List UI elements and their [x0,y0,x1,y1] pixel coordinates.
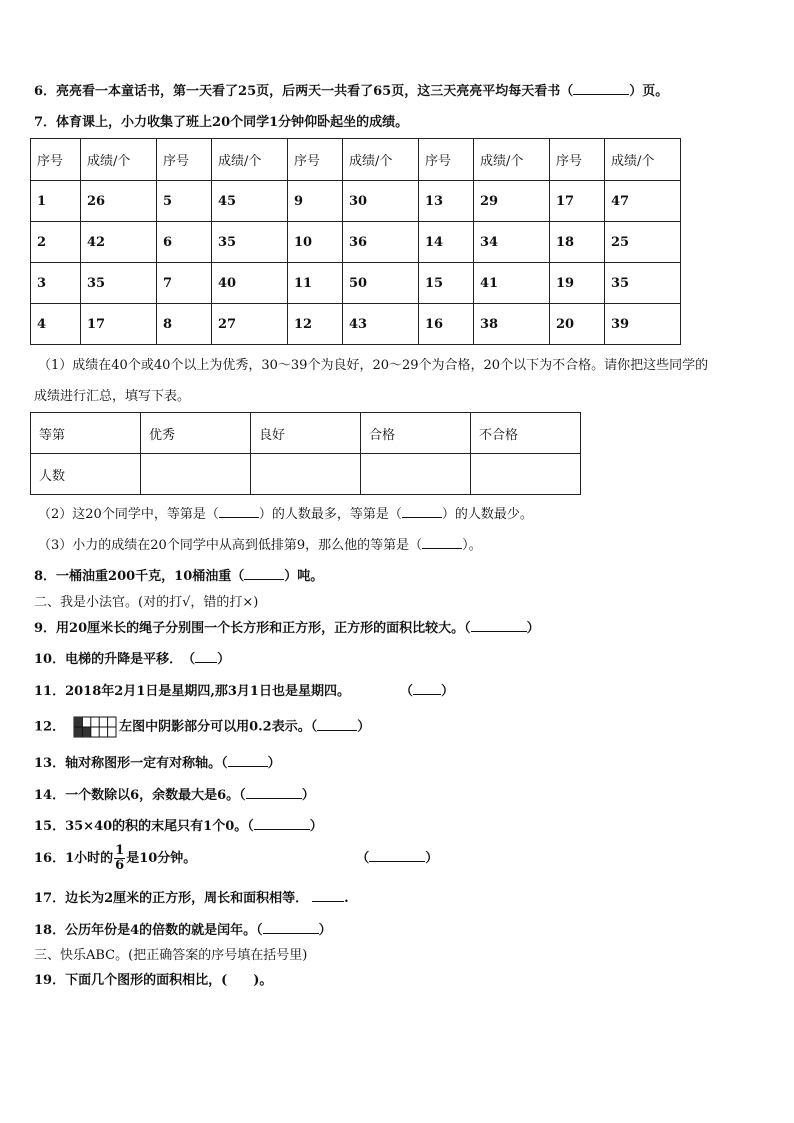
table-cell: 1 [31,181,81,222]
table-cell: 27 [212,304,288,345]
table-cell: 3 [31,263,81,304]
table-header-cell: 成绩/个 [212,139,288,181]
question-17: 17．边长为2厘米的正方形，周长和面积相等． . [34,891,349,906]
question-16: 16．1小时的 $\frac{1}{6}$ 是10分钟。 （ ） [34,843,439,873]
grade-header-cell: 等第 [31,413,141,454]
table-cell: 5 [157,181,212,222]
question-19: 19．下面几个图形的面积相比，( )。 [34,973,273,988]
table-cell: 9 [288,181,343,222]
grade-count-input-cell[interactable] [471,454,581,495]
answer-blank[interactable] [422,536,462,549]
question-11: 11．2018年2月1日是星期四,那3月1日也是星期四。 （ ） [34,684,455,699]
answer-blank[interactable] [228,754,268,767]
table-cell: 11 [288,263,343,304]
table-cell: 12 [288,304,343,345]
table-cell: 14 [419,222,474,263]
table-cell: 35 [212,222,288,263]
grade-header-cell: 优秀 [141,413,251,454]
table-cell: 34 [474,222,550,263]
table-row [31,181,681,222]
question-9: 9．用20厘米长的绳子分别围一个长方形和正方形，正方形的面积比较大。（ ） [34,621,540,636]
grade-row-label: 人数 [31,454,141,495]
shaded-grid-icon [73,716,117,738]
section-2-heading: 二、我是小法官。(对的打√，错的打×) [34,595,259,610]
question-18: 18．公历年份是4的倍数的就是闰年。（ ） [34,923,332,938]
table-cell: 30 [343,181,419,222]
answer-blank[interactable] [471,619,527,632]
answer-blank[interactable] [254,817,310,830]
table-row [31,263,681,304]
table-cell: 41 [474,263,550,304]
table-header-cell: 成绩/个 [474,139,550,181]
table-cell: 10 [288,222,343,263]
table-header-cell: 序号 [288,139,343,181]
question-6: 6．亮亮看一本童话书，第一天看了25页，后两天一共看了65页，这三天亮亮平均每天看书（ ）页。 [34,84,669,99]
answer-blank[interactable] [195,650,217,663]
table-cell: 38 [474,304,550,345]
grade-count-input-cell[interactable] [141,454,251,495]
grade-header-cell: 良好 [251,413,361,454]
question-8: 8．一桶油重200千克，10桶油重（ ）吨。 [34,569,324,584]
situp-score-table [30,138,681,345]
grade-header-cell: 合格 [361,413,471,454]
answer-blank[interactable] [312,889,344,902]
question-15: 15．35×40的积的末尾只有1个0。（ ） [34,819,323,834]
answer-blank[interactable] [573,82,629,95]
grade-header-cell: 不合格 [471,413,581,454]
table-row [31,222,681,263]
section-3-heading: 三、快乐ABC。(把正确答案的序号填在括号里) [34,948,308,963]
table-header-cell: 成绩/个 [343,139,419,181]
table-cell: 29 [474,181,550,222]
question-7-part1-line2: 成绩进行汇总，填写下表。 [34,389,191,404]
table-header-cell: 成绩/个 [81,139,157,181]
table-header-cell: 序号 [550,139,605,181]
table-cell: 18 [550,222,605,263]
table-cell: 20 [550,304,605,345]
question-10: 10．电梯的升降是平移． （ ） [34,652,231,667]
grade-count-input-cell[interactable] [361,454,471,495]
answer-blank[interactable] [246,786,302,799]
table-cell: 2 [31,222,81,263]
table-cell: 8 [157,304,212,345]
question-14: 14．一个数除以6，余数最大是6。（ ） [34,788,315,803]
table-cell: 36 [343,222,419,263]
answer-blank[interactable] [263,921,319,934]
fraction-one-sixth: $\frac{1}{6}$ [115,843,125,873]
question-7-part2: （2）这20个同学中，等第是（ ）的人数最多，等第是（ ）的人数最少。 [38,507,533,522]
table-header-cell: 序号 [157,139,212,181]
table-cell: 15 [419,263,474,304]
table-cell: 40 [212,263,288,304]
grade-header-row [31,413,581,454]
answer-blank[interactable] [244,567,284,580]
table-cell: 39 [605,304,681,345]
table-cell: 43 [343,304,419,345]
table-cell: 13 [419,181,474,222]
grade-summary-table [30,412,581,495]
table-cell: 16 [419,304,474,345]
table-header-row [31,139,681,181]
question-7-part3: （3）小力的成绩在20个同学中从高到低排第9，那么他的等第是（ ）。 [38,538,482,553]
question-13: 13．轴对称图形一定有对称轴。（ ） [34,756,281,771]
table-cell: 45 [212,181,288,222]
table-row [31,304,681,345]
table-cell: 17 [550,181,605,222]
table-cell: 26 [81,181,157,222]
question-7-intro: 7．体育课上，小力收集了班上20个同学1分钟仰卧起坐的成绩。 [34,115,409,130]
table-cell: 6 [157,222,212,263]
table-cell: 35 [605,263,681,304]
grade-count-input-cell[interactable] [251,454,361,495]
table-cell: 50 [343,263,419,304]
table-header-cell: 成绩/个 [605,139,681,181]
table-header-cell: 序号 [31,139,81,181]
table-header-cell: 序号 [419,139,474,181]
table-cell: 17 [81,304,157,345]
table-cell: 25 [605,222,681,263]
answer-blank[interactable] [369,849,425,862]
table-cell: 35 [81,263,157,304]
grade-count-row [31,454,581,495]
question-7-part1-line1: （1）成绩在40个或40个以上为优秀，30～39个为良好，20～29个为合格，20个以下为不合格。请你把这些同学的 [38,358,709,373]
table-cell: 4 [31,304,81,345]
answer-blank[interactable] [402,505,442,518]
answer-blank[interactable] [317,718,357,731]
table-cell: 19 [550,263,605,304]
table-cell: 42 [81,222,157,263]
table-cell: 47 [605,181,681,222]
question-12: 12． 左图中阴影部分可以用0.2表示。（ ） [34,716,370,738]
answer-blank[interactable] [219,505,259,518]
answer-blank[interactable] [413,682,441,695]
table-cell: 7 [157,263,212,304]
